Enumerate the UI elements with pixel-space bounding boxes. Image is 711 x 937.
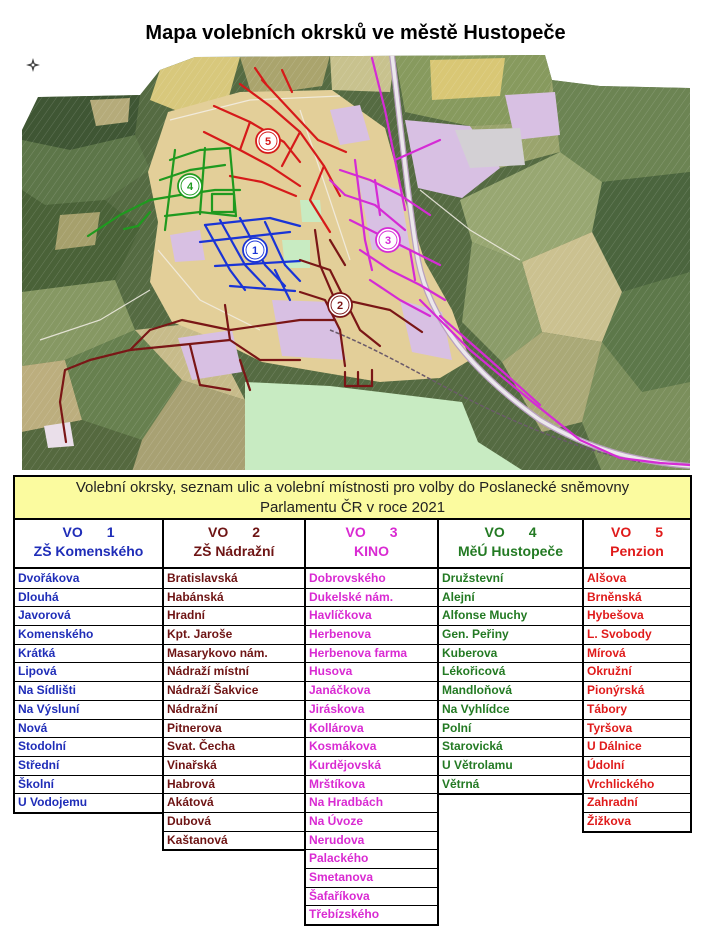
- street-name: Zahradní: [584, 793, 690, 812]
- street-name: Kollárova: [306, 719, 437, 738]
- street-name: Kosmákova: [306, 737, 437, 756]
- street-name: Kpt. Jaroše: [164, 625, 304, 644]
- street-name: Nádraží Šakvice: [164, 681, 304, 700]
- polling-place: MěÚ Hustopeče: [457, 543, 564, 559]
- vo-label: VO: [610, 524, 632, 540]
- street-name: Bratislavská: [167, 571, 238, 585]
- district-header: [304, 518, 439, 569]
- street-name: Jiráskova: [306, 700, 437, 719]
- street-name: Pitnerova: [164, 719, 304, 738]
- street-name: Hybešova: [584, 606, 690, 625]
- district-header: [13, 518, 164, 569]
- street-name: Akátová: [164, 793, 304, 812]
- street-name: Družstevní: [442, 571, 504, 585]
- street-name: Pionýrská: [584, 681, 690, 700]
- street-name: Masarykovo nám.: [164, 644, 304, 663]
- marker-district-2[interactable]: [328, 293, 352, 317]
- street-name: Na Výsluní: [15, 700, 162, 719]
- street-name: Nádraží místní: [164, 662, 304, 681]
- street-list: [304, 567, 439, 926]
- street-name: Údolní: [584, 756, 690, 775]
- street-name: Husova: [306, 662, 437, 681]
- street-name: Janáčkova: [306, 681, 437, 700]
- street-name: U Vodojemu: [15, 793, 162, 812]
- district-column-2: [162, 518, 306, 851]
- street-name: Školní: [15, 775, 162, 794]
- street-name: Dukelské nám.: [306, 588, 437, 607]
- district-column-5: [582, 518, 692, 833]
- street-name: Třebízského: [306, 905, 437, 924]
- street-name: Mrštíkova: [306, 775, 437, 794]
- industrial-areas-shape: [44, 422, 74, 448]
- street-name: Habrová: [164, 775, 304, 794]
- marker-district-3[interactable]: [376, 228, 400, 252]
- vo-label: VO: [345, 524, 366, 540]
- street-name: Kuberova: [439, 644, 582, 663]
- street-name: Na Hradbách: [306, 793, 437, 812]
- district-number: 3: [389, 524, 398, 540]
- street-name: Kaštanová: [164, 831, 304, 850]
- street-name: Polní: [439, 719, 582, 738]
- compass-icon: [26, 58, 40, 72]
- street-name: Herbenova farma: [306, 644, 437, 663]
- street-name: Kurdějovská: [306, 756, 437, 775]
- street-name: Šafaříkova: [306, 887, 437, 906]
- street-name: Tyršova: [584, 719, 690, 738]
- marker-number: 3: [384, 235, 392, 247]
- district-header: [582, 518, 692, 569]
- aerial-background: [0, 40, 711, 472]
- green-areas-shape: [282, 240, 310, 268]
- street-name: Herbenova: [306, 625, 437, 644]
- marker-number: 2: [336, 300, 344, 312]
- street-name: Gen. Peřiny: [439, 625, 582, 644]
- street-name: Alšova: [587, 571, 627, 585]
- district-number: 2: [252, 524, 261, 540]
- street-name: Krátká: [15, 644, 162, 663]
- street-name: Habánská: [164, 588, 304, 607]
- district-header: [162, 518, 306, 569]
- district-number: 1: [106, 524, 115, 540]
- caption-line-1: Volební okrsky, seznam ulic a volební místnosti pro volby do Poslanecké sněmovny: [75, 479, 630, 496]
- street-name: Na Úvoze: [306, 812, 437, 831]
- vo-label: VO: [484, 524, 505, 540]
- district-column-4: [437, 518, 584, 795]
- street-name: Smetanova: [306, 868, 437, 887]
- street-name: U Dálnice: [584, 737, 690, 756]
- street-name: Dobrovského: [309, 571, 386, 585]
- street-name: Žižkova: [584, 812, 690, 831]
- vo-label: VO: [62, 524, 83, 540]
- district-number: 4: [528, 524, 537, 540]
- street-name: Nová: [15, 719, 162, 738]
- compass-icon-shape: [32, 64, 35, 67]
- street-name: Větrná: [439, 775, 582, 794]
- polling-place: ZŠ Nádražní: [193, 543, 275, 559]
- street-list: [162, 567, 306, 851]
- caption-line-2: Parlamentu ČR v roce 2021: [259, 498, 446, 516]
- marker-district-4[interactable]: [178, 174, 202, 198]
- marker-number: 5: [264, 136, 272, 148]
- street-name: Javorová: [15, 606, 162, 625]
- street-name: Na Vyhlídce: [439, 700, 582, 719]
- street-name: Palackého: [306, 849, 437, 868]
- district-header: [437, 518, 584, 569]
- street-name: Komenského: [15, 625, 162, 644]
- street-name: U Větrolamu: [439, 756, 582, 775]
- street-name: Mírová: [584, 644, 690, 663]
- street-name: Tábory: [584, 700, 690, 719]
- street-name: Hradní: [164, 606, 304, 625]
- street-name: Střední: [15, 756, 162, 775]
- district-number: 5: [655, 524, 664, 540]
- industrial-areas-shape: [170, 230, 205, 262]
- street-name: Dubová: [164, 812, 304, 831]
- marker-district-5[interactable]: [256, 129, 280, 153]
- street-name: Starovická: [439, 737, 582, 756]
- street-name: Dlouhá: [15, 588, 162, 607]
- table-caption: [13, 475, 692, 520]
- street-name: Havlíčkova: [306, 606, 437, 625]
- street-list: [13, 567, 164, 814]
- marker-number: 1: [251, 245, 259, 257]
- street-name: Vrchlického: [584, 775, 690, 794]
- street-name: Vinařská: [164, 756, 304, 775]
- street-name: Okružní: [584, 662, 690, 681]
- page-title: Mapa volebních okrsků ve městě Hustopeče: [145, 22, 566, 44]
- polling-place: KINO: [354, 543, 389, 559]
- polling-place: ZŠ Komenského: [33, 543, 144, 559]
- polling-place: Penzion: [610, 543, 664, 559]
- street-name: Na Sídlišti: [15, 681, 162, 700]
- vo-label: VO: [207, 524, 229, 540]
- street-list: [582, 567, 692, 833]
- street-name: Alfonse Muchy: [439, 606, 582, 625]
- street-name: L. Svobody: [584, 625, 690, 644]
- district-column-1: [13, 518, 164, 814]
- marker-number: 4: [186, 181, 194, 193]
- street-name: Stodolní: [15, 737, 162, 756]
- district-column-3: [304, 518, 439, 926]
- street-name: Lipová: [15, 662, 162, 681]
- street-name: Nádražní: [164, 700, 304, 719]
- street-name: Dvořákova: [18, 571, 80, 585]
- street-name: Svat. Čecha: [164, 737, 304, 756]
- street-name: Lékořicová: [439, 662, 582, 681]
- street-name: Mandloňová: [439, 681, 582, 700]
- street-list: [437, 567, 584, 795]
- street-name: Nerudova: [306, 831, 437, 850]
- marker-district-1[interactable]: [243, 238, 267, 262]
- street-name: Alejní: [439, 588, 582, 607]
- street-name: Brněnská: [584, 588, 690, 607]
